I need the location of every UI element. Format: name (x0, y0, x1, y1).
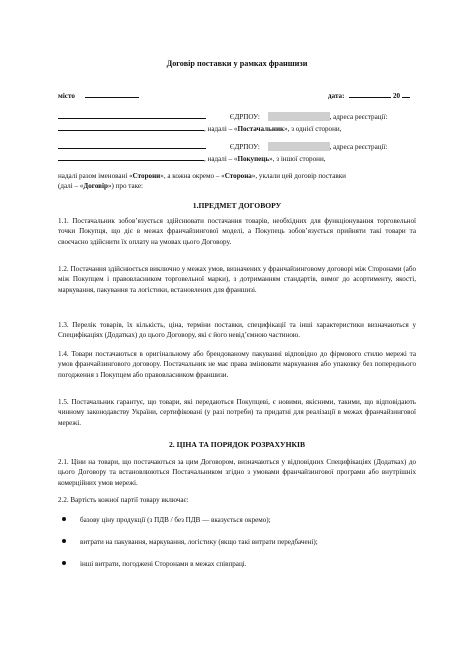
clause-2-2: 2.2. Вартість кожної партії товару включає: (58, 496, 189, 504)
supplier-side: », з однієї сторони, (284, 125, 342, 133)
intro-text: надалі разом іменовані « (58, 172, 133, 180)
clause-1-5: 1.5. Постачальник гарантує, що товари, які передаються Покупцеві, є новими, якісними, такими, що відповідають чинному законодавству України, сертифікованi (у разі потреби) та придатні для реалізації в межах франчайзингової мережі. (58, 398, 416, 427)
section-1-heading: 1.ПРЕДМЕТ ДОГОВОРУ (192, 201, 282, 210)
list-item-text: базову ціну продукції (з ПДВ / без ПДВ — вказується окремо); (80, 516, 271, 524)
intro-text: », уклали цей договір поставки (251, 172, 346, 180)
supplier-name-field[interactable] (58, 111, 206, 119)
supplier-edrpou-label: ЄДРПОУ: (229, 113, 260, 121)
intro-line-1 (58, 171, 346, 181)
clause-1-3: 1.3. Перелік товарів, їх кількість, ціна, терміни поставки, специфікації та інші характеристики визначаються у Специфікаціях (Додатках) до цього Договору, які є його невід’ємною частиною. (58, 321, 416, 340)
supplier-address-label: , адреса реєстрації: (329, 113, 388, 121)
intro-text: ») про таке: (107, 182, 144, 190)
supplier-line-1 (58, 111, 387, 122)
section-2-heading: 2. ЦІНА ТА ПОРЯДОК РОЗРАХУНКІВ (168, 440, 306, 449)
buyer-address-label: , адреса реєстрації: (329, 143, 388, 151)
date-year: 20 (393, 92, 401, 100)
buyer-name-field[interactable] (58, 141, 206, 149)
date-row (328, 90, 410, 101)
clause-2-1: 2.1. Ціни на товари, що постачаються за цим Договором, визначаються у відповідних Специфікаціях (Додатках) до цього Договору та встановлюються Постачальником згідно з умовами франчайзингової програми або внутрішніх комерційних умов мережі. (58, 458, 416, 487)
intro-line-2 (58, 181, 143, 191)
supplier-role: Постачальник (237, 125, 285, 133)
intro-sides: Сторони (132, 172, 161, 180)
place-row (58, 90, 139, 101)
supplier-edrpou-redacted (268, 112, 330, 121)
list-item-text: інші витрати, погоджені Сторонами в межах співпраці. (80, 560, 247, 568)
bullet-icon (62, 539, 66, 543)
place-label: місто (58, 92, 75, 100)
buyer-line-2 (58, 153, 326, 164)
supplier-hereinafter: , надалі – « (204, 125, 238, 133)
buyer-side: », з іншої сторони, (269, 155, 326, 163)
intro-side: Сторона (224, 172, 252, 180)
document-title: Договір поставки у рамках франшизи (166, 59, 308, 68)
intro-agreement: Договір (83, 182, 108, 190)
clause-1-4: 1.4. Товари постачаються в оригінальному або брендованому пакуванні відповідно до фірмового стилю мережі та умов франчайзингового договору. Постачальник не має права змінювати маркування або упаковку без попереднього погодження з Покупцем або правовласником франшизи. (58, 350, 416, 379)
buyer-address-field[interactable] (58, 153, 204, 161)
place-field[interactable] (85, 90, 139, 98)
supplier-address-field[interactable] (58, 123, 204, 131)
date-label: дата: (328, 92, 345, 100)
intro-text: », а кожна окремо – « (160, 172, 225, 180)
list-item-text: витрати на пакування, маркування, логістику (якщо такі витрати передбачені); (80, 538, 318, 546)
buyer-role: Покупець (237, 155, 270, 163)
list-item (62, 559, 247, 569)
list-item (62, 537, 318, 547)
buyer-edrpou-redacted (268, 142, 330, 151)
list-item (62, 515, 271, 525)
buyer-hereinafter: , надалі – « (204, 155, 238, 163)
supplier-line-2 (58, 123, 341, 134)
bullet-icon (62, 561, 66, 565)
year-field[interactable] (402, 90, 410, 98)
buyer-line-1 (58, 141, 387, 152)
date-field[interactable] (349, 90, 391, 98)
intro-text: (далі – « (58, 182, 84, 190)
clause-1-2: 1.2. Постачання здійснюється виключно у межах умов, визначених у франчайзинговому договорі між Сторонами (або між Покупцем і правовласником торговельної марки), з дотриманням стандартів, вимог до асортименту, якості, маркування, пакування та логістики, встановлених для франшизі. (58, 265, 416, 294)
buyer-edrpou-label: ЄДРПОУ: (229, 143, 260, 151)
clause-1-1: 1.1. Постачальник зобов’язується здійснювати постачання товарів, необхідних для функціонування торговельної точки Покупця, що діє в межах франчайзингової моделі, а Покупець зобов’язується прийняти такі товари та своєчасно здійснити їх оплату на умовах цього Договору. (58, 217, 416, 246)
bullet-icon (62, 517, 66, 521)
